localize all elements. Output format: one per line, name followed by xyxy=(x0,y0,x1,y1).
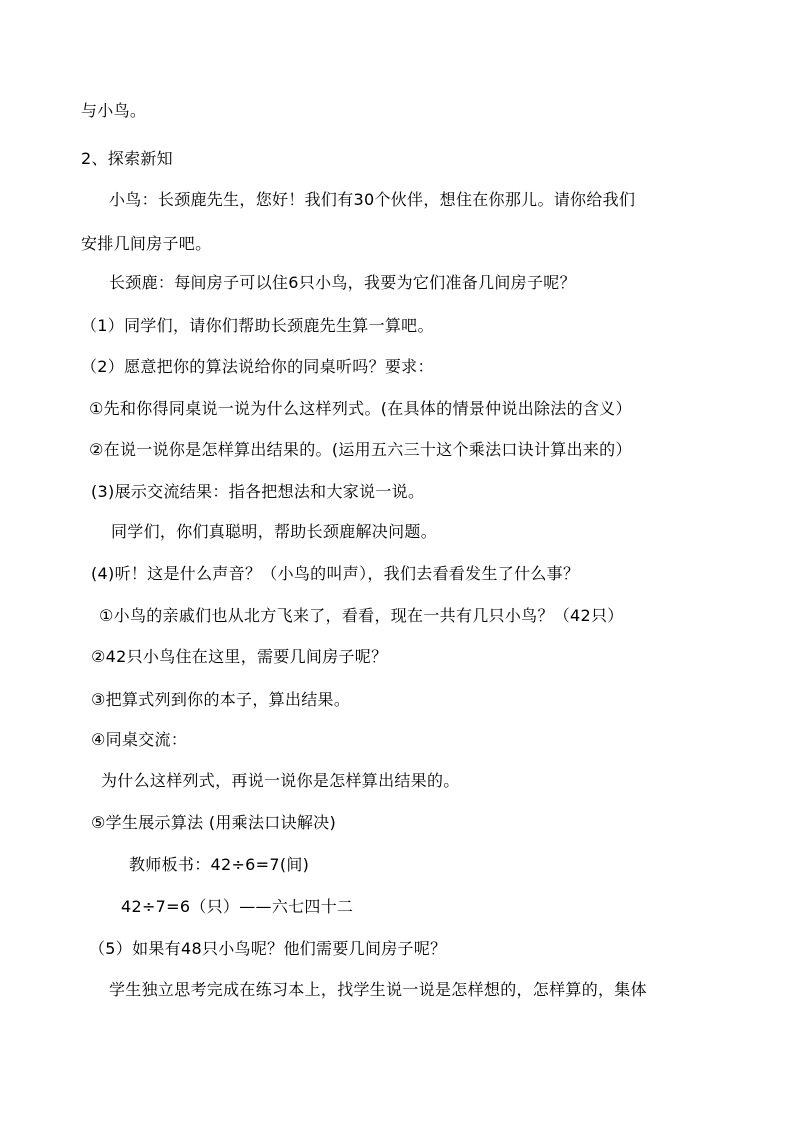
formula-line: 教师板书：42÷6=7(间) xyxy=(129,855,310,874)
text-line: （2）愿意把你的算法说给你的同桌听吗？要求： xyxy=(81,357,434,376)
text-line: 与小鸟。 xyxy=(81,101,147,120)
text-line: 为什么这样列式，再说一说你是怎样算出结果的。 xyxy=(101,771,460,790)
text-line: ③把算式列到你的本子，算出结果。 xyxy=(91,690,351,709)
text-line: ⑤学生展示算法 (用乘法口诀解决) xyxy=(91,813,337,832)
formula-line: 42÷7=6（只）——六七四十二 xyxy=(121,897,354,916)
text-line: (3)展示交流结果：指各把想法和大家说一说。 xyxy=(91,482,425,501)
text-line: 小鸟：长颈鹿先生，您好！我们有30个伙伴，想住在你那儿。请你给我们 xyxy=(109,190,636,209)
text-line: ①先和你得同桌说一说为什么这样列式。(在具体的情景仲说出除法的含义） xyxy=(89,399,632,418)
text-line: 长颈鹿：每间房子可以住6只小鸟，我要为它们准备几间房子呢？ xyxy=(109,273,576,292)
text-line: ②在说一说你是怎样算出结果的。(运用五六三十这个乘法口诀计算出来的） xyxy=(89,440,632,459)
text-line: （1）同学们，请你们帮助长颈鹿先生算一算吧。 xyxy=(81,316,434,335)
text-line: 安排几间房子吧。 xyxy=(81,234,212,253)
section-heading: 2、探索新知 xyxy=(81,149,173,168)
text-line: ①小鸟的亲戚们也从北方飞来了，看看，现在一共有几只小鸟？（42只） xyxy=(99,606,624,625)
text-line: 学生独立思考完成在练习本上，找学生说一说是怎样想的，怎样算的，集体 xyxy=(109,980,647,999)
text-line: (4)听！这是什么声音？（小鸟的叫声），我们去看看发生了什么事？ xyxy=(91,564,580,583)
text-line: ②42只小鸟住在这里，需要几间房子呢？ xyxy=(91,647,388,666)
text-line: （5）如果有48只小鸟呢？他们需要几间房子呢？ xyxy=(89,939,447,958)
text-line: 同学们，你们真聪明，帮助长颈鹿解决问题。 xyxy=(111,522,438,541)
text-line: ④同桌交流： xyxy=(91,730,188,749)
